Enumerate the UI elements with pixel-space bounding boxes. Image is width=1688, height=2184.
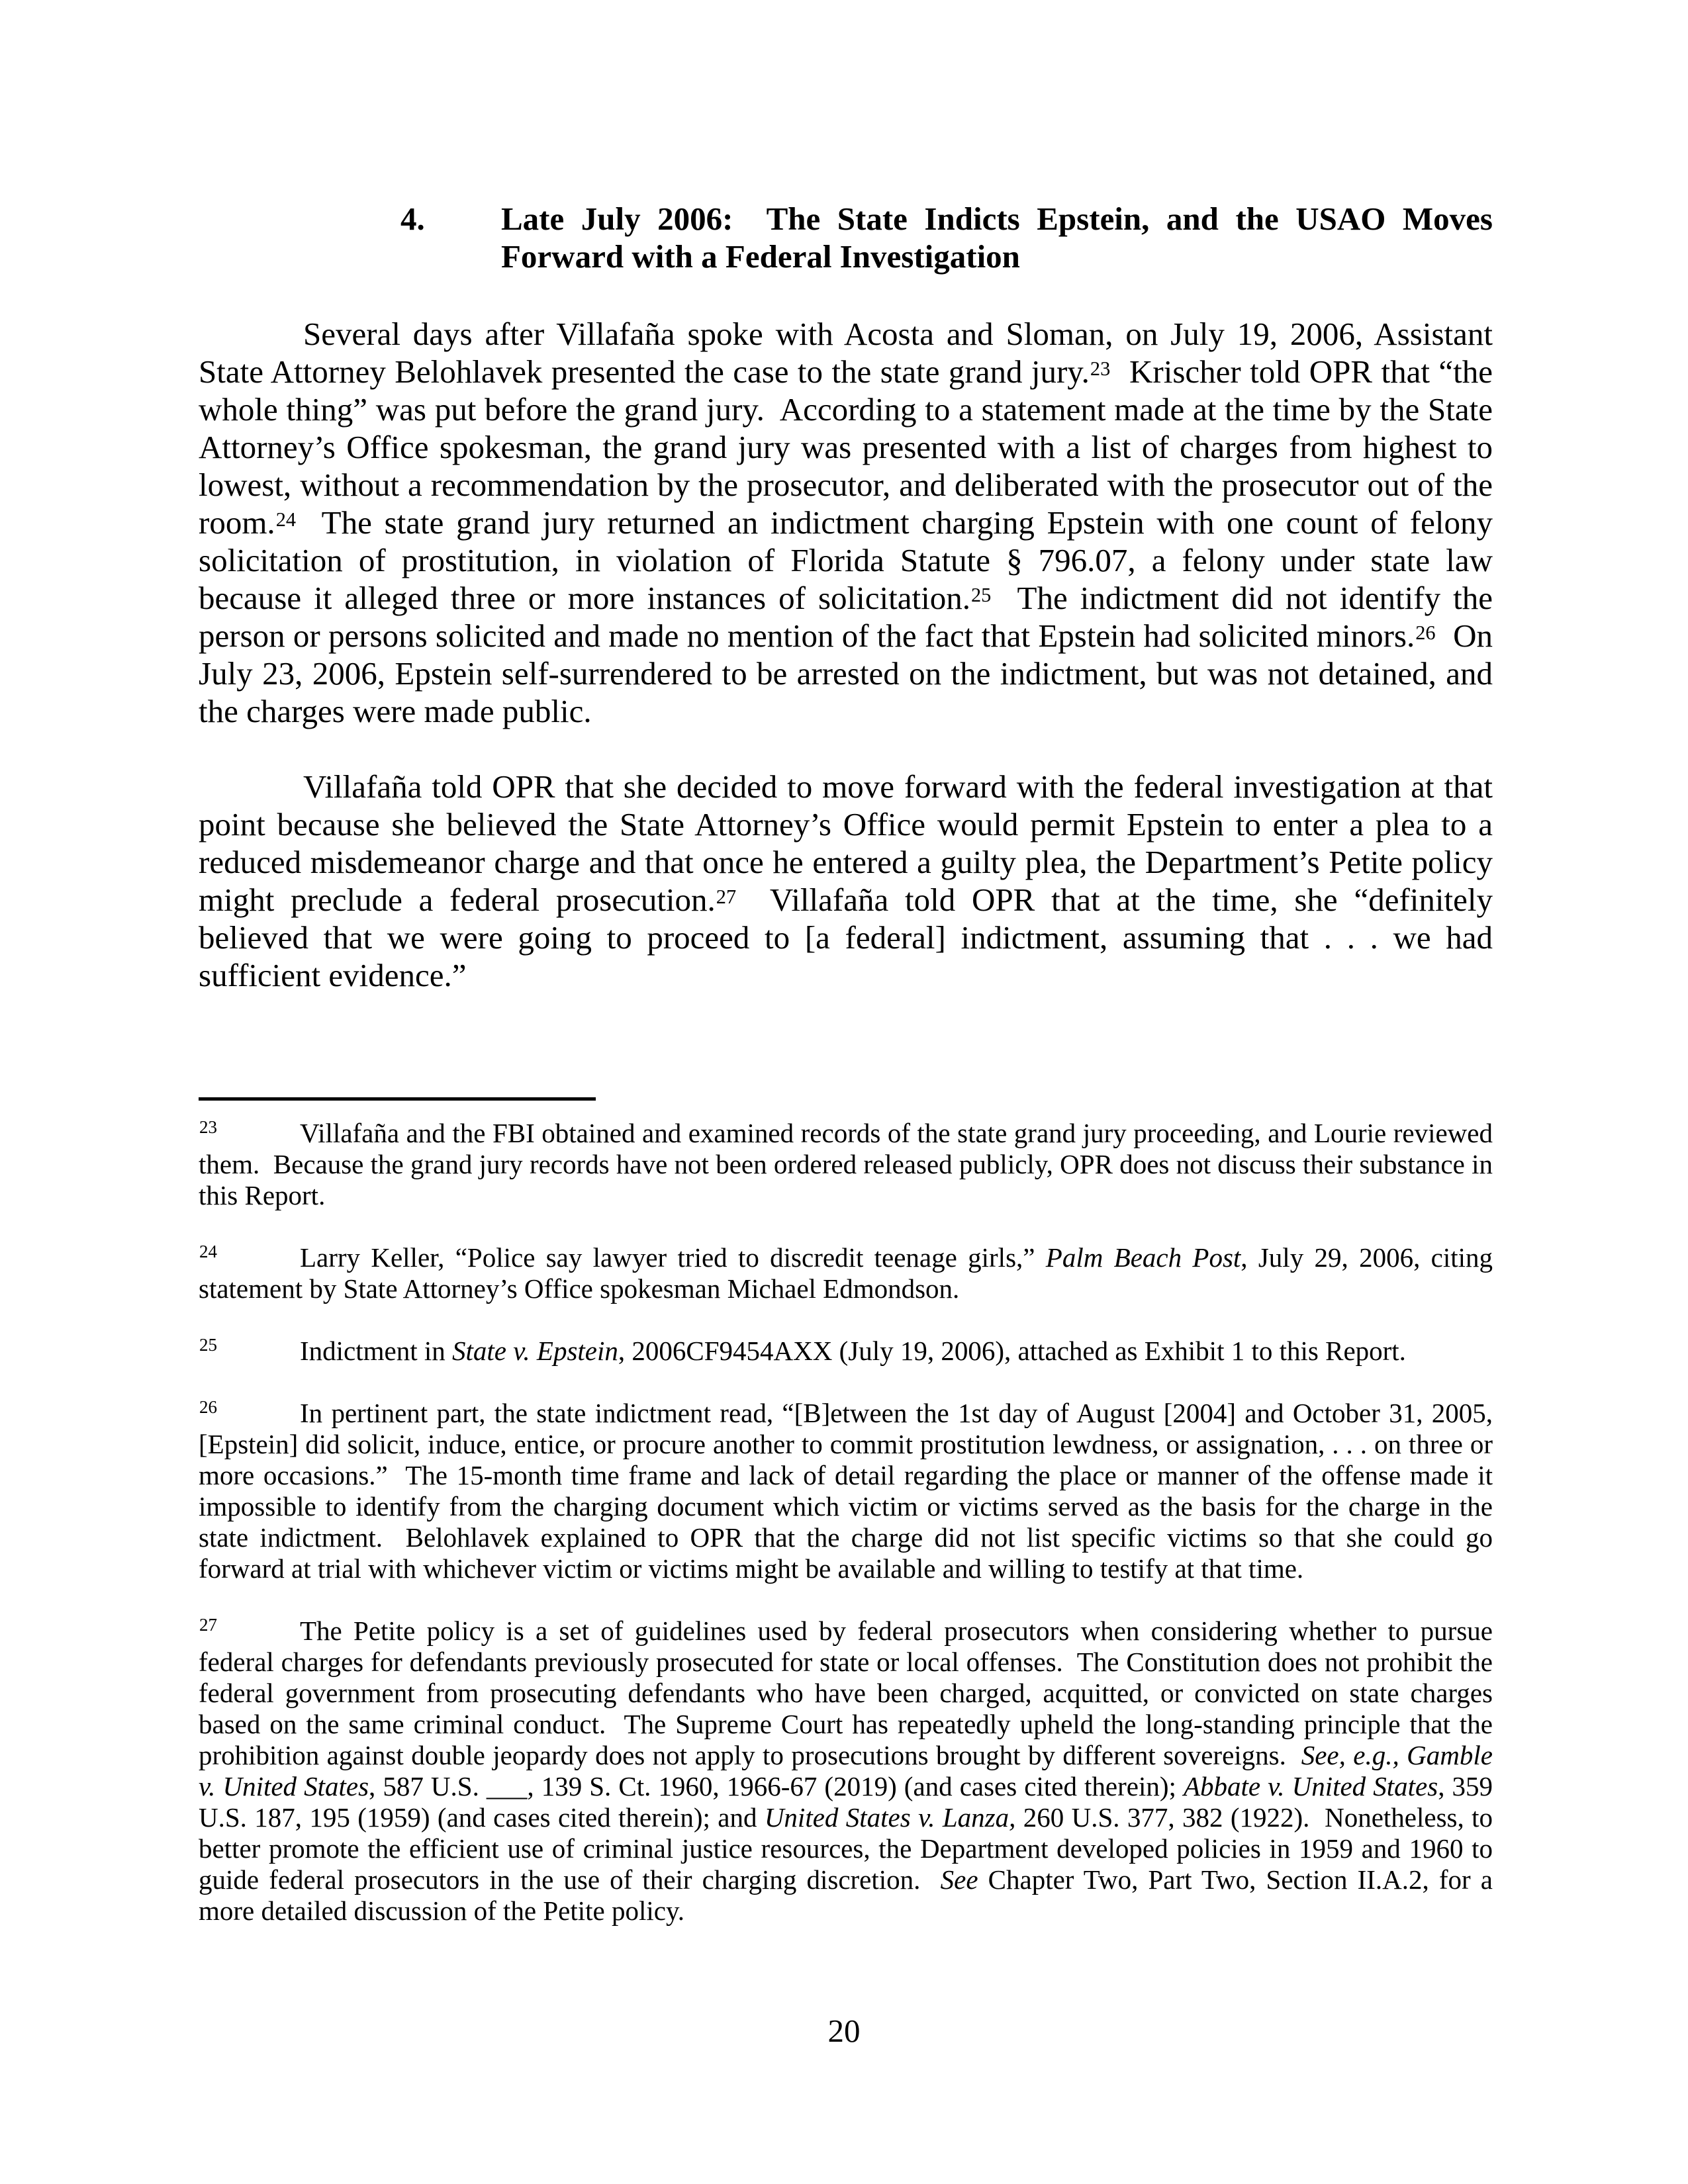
footnote: $^{27}$ The Petite policy is a set of guidelines used by federal prosecutors when considering whether to pursue federal charges for defendants previously prosecuted for state or local offenses. The Constitution does not prohibit the federal government from prosecuting defendants who have been charged, acquitted, or convicted on state charges based on the same criminal conduct. The Supreme Court has repeatedly upheld the long-standing principle that the prohibition against double jeopardy does not apply to prosecutions brought by different sovereigns. See, e.g., Gamble v. United States, 587 U.S. ___, 139 S. Ct. 1960, 1966-67 (2019) (and cases cited therein); Abbate v. United States, 359 U.S. 187, 195 (1959) (and cases cited therein); and United States v. Lanza, 260 U.S. 377, 382 (1922). Nonetheless, to better promote the efficient use of criminal justice resources, the Department developed policies in 1959 and 1960 to guide federal prosecutors in the use of their charging discretion. See Chapter Two, Part Two, Section II.A.2, for a more detailed discussion of the Petite policy. — [199, 1615, 1500, 1926]
footnotes-section — [199, 1117, 1500, 1927]
heading-text: Late July 2006: The State Indicts Epstein, and the USAO Moves Forward with a Federal Investigation — [501, 201, 1501, 275]
footnote-text: The Petite policy is a set of guidelines used by federal prosecutors when considering whether to pursue federal charges for defendants previously prosecuted for state or local offenses. The Constitution does not prohibit the federal government from prosecuting defendants who have been charged, acquitted, or convicted on state charges based on the same criminal conduct. The Supreme Court has repeatedly upheld the long-standing principle that the prohibition against double jeopardy does not apply to prosecutions brought by different sovereigns. See, e.g., Gamble v. United States, 587 U.S. ___, 139 S. Ct. 1960, 1966-67 (2019) (and cases cited therein); Abbate v. United States, 359 U.S. 187, 195 (1959) (and cases cited therein); and United States v. Lanza, 260 U.S. 377, 382 (1922). Nonetheless, to better promote the efficient use of criminal justice resources, the Department developed policies in 1959 and 1960 to guide federal prosecutors in the use of their charging discretion. See Chapter Two, Part Two, Section II.A.2, for a more detailed discussion of the Petite policy. — [199, 1615, 1500, 1926]
footnote: $^{25}$ Indictment in State v. Epstein, 2006CF9454AXX (July 19, 2006), attached as Exhibit 1 to this Report. — [199, 1335, 1406, 1366]
footnote-text: Indictment in State v. Epstein, 2006CF9454AXX (July 19, 2006), attached as Exhibit 1 to this Report. — [300, 1336, 1406, 1366]
section-heading — [400, 200, 1501, 275]
footnote-separator — [199, 1097, 596, 1101]
footnote-text: Larry Keller, “Police say lawyer tried to discredit teenage girls,” Palm Beach Post, July 29, 2006, citing statement by State Attorney’s Office spokesman Michael Edmondson. — [199, 1242, 1500, 1304]
heading-number: 4. — [400, 201, 425, 237]
footnote-text: Villafaña and the FBI obtained and examined records of the state grand jury proceeding, and Lourie reviewed them. Because the grand jury records have not been ordered released publicly, OPR does not discuss their substance in this Report. — [199, 1118, 1500, 1210]
footnote-text: In pertinent part, the state indictment read, “[B]etween the 1st day of August [2004] and October 31, 2005, [Epstein] did solicit, induce, entice, or procure another to commit prostitution lewdness, or assignation, . . . on three or more occasions.” The 15-month time frame and lack of detail regarding the place or manner of the offense made it impossible to identify from the charging document which victim or victims served as the basis for the charge in the state indictment. Belohlavek explained to OPR that the charge did not list specific victims so that she could go forward at trial with whichever victim or victims might be available and willing to testify at that time. — [199, 1398, 1500, 1584]
page-number: 20 — [827, 2013, 861, 2049]
footnote: $^{24}$ Larry Keller, “Police say lawyer tried to discredit teenage girls,” Palm Beach Post, July 29, 2006, citing statement by State Attorney’s Office spokesman Michael Edmondson. — [199, 1242, 1500, 1304]
body-paragraph: Several days after Villafaña spoke with Acosta and Sloman, on July 19, 2006, Assistant State Attorney Belohlavek presented the case to the state grand jury.$^{23}$ Krischer told OPR that “the whole thing” was put before the grand jury. According to a statement made at the time by the State Attorney’s Office spokesman, the grand jury was presented with a list of charges from highest to lowest, without a recommendation by the prosecutor, and deliberated with the prosecutor out of the room.$^{24}$ The state grand jury returned an indictment charging Epstein with one count of felony solicitation of prostitution, in violation of Florida Statute § 796.07, a felony under state law because it alleged three or more instances of solicitation.$^{25}$ The indictment did not identify the person or persons solicited and made no mention of the fact that Epstein had solicited minors.$^{26}$ On July 23, 2006, Epstein self-surrendered to be arrested on the indictment, but was not detained, and the charges were made public. — [199, 316, 1501, 729]
footnote: $^{26}$ In pertinent part, the state indictment read, “[B]etween the 1st day of August [2004] and October 31, 2005, [Epstein] did solicit, induce, entice, or procure another to commit prostitution lewdness, or assignation, . . . on three or more occasions.” The 15-month time frame and lack of detail regarding the place or manner of the offense made it impossible to identify from the charging document which victim or victims served as the basis for the charge in the state indictment. Belohlavek explained to OPR that the charge did not list specific victims so that she could go forward at trial with whichever victim or victims might be available and willing to testify at that time. — [199, 1397, 1500, 1584]
body-paragraph: Villafaña told OPR that she decided to move forward with the federal investigation at that point because she believed the State Attorney’s Office would permit Epstein to enter a plea to a reduced misdemeanor charge and that once he entered a guilty plea, the Department’s Petite policy might preclude a federal prosecution.$^{27}$ Villafaña told OPR that at the time, she “definitely believed that we were going to proceed to [a federal] indictment, assuming that . . . we had sufficient evidence.” — [199, 768, 1501, 993]
footnote: $^{23}$ Villafaña and the FBI obtained and examined records of the state grand jury proceeding, and Lourie reviewed them. Because the grand jury records have not been ordered released publicly, OPR does not discuss their substance in this Report. — [199, 1117, 1500, 1210]
